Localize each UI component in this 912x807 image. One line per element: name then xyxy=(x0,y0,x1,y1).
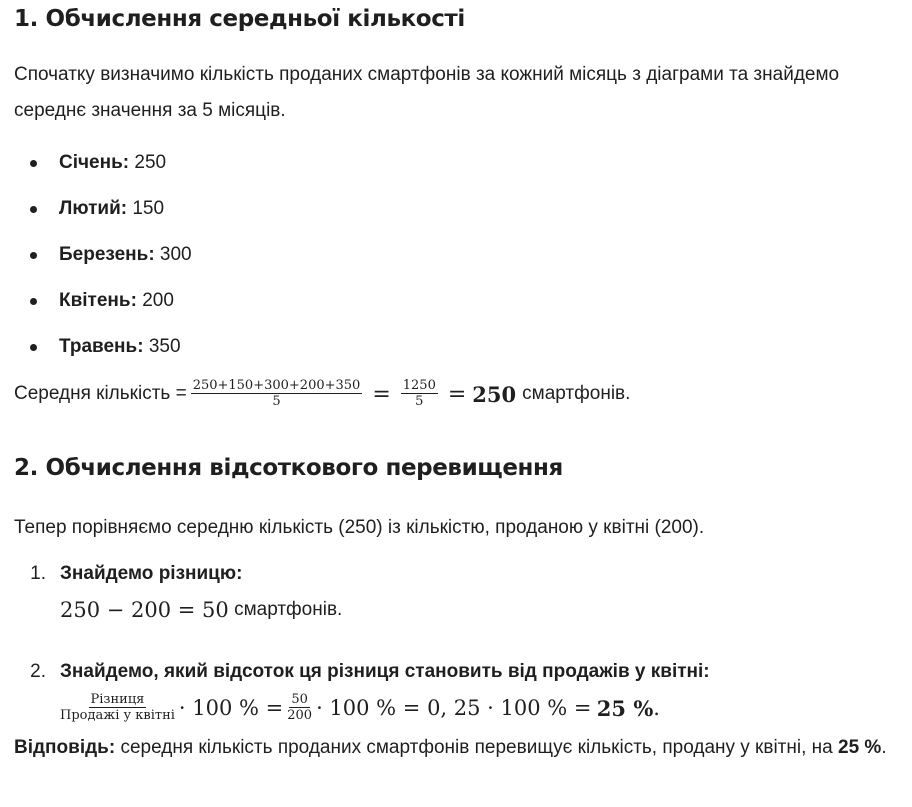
bullet-icon xyxy=(30,344,37,351)
section-1-title: 1. Обчислення середньої кількості xyxy=(14,6,465,32)
average-result: 250 xyxy=(472,381,517,407)
step-item: 1. Знайдемо різницю: 250 − 200 = 50 смартфонів. xyxy=(30,563,343,622)
step-item: 2. Знайдемо, який відсоток ця різниця становить від продажів у квітні: $\frac{\text{Різниця}}{\text{Продажі у квітні}}$ · 100 % = $\frac{50}{200}$ · 100 % = 0, 25 · 100 % = 25 % . xyxy=(30,661,710,723)
bullet-icon xyxy=(30,252,37,259)
section-2-intro: Тепер порівняємо середню кількість (250) із кількістю, проданою у квітні (200). xyxy=(14,517,705,538)
list-item: Травень: 350 xyxy=(14,324,192,370)
fraction-values: $\frac{50}{200}$ xyxy=(287,692,313,723)
bullet-icon xyxy=(30,206,37,213)
average-formula: Середня кількість = $\frac{250+150+300+200+350}{5}$ = $\frac{1250}{5}$ = 250 смартфонів. xyxy=(14,378,631,409)
steps-list xyxy=(14,558,710,728)
list-item: Лютий: 150 xyxy=(14,186,192,232)
section-2-title: 2. Обчислення відсоткового перевищення xyxy=(14,455,563,481)
bullet-icon xyxy=(30,298,37,305)
percent-result: 25 % xyxy=(596,695,654,721)
fraction-ratio: $\frac{\text{Різниця}}{\text{Продажі у квітні}}$ xyxy=(60,692,175,723)
final-answer: Відповідь: середня кількість проданих смартфонів перевищує кількість, продану у квітні, на 25 %. xyxy=(14,737,887,758)
list-item: Січень: 250 xyxy=(14,140,192,186)
fraction-sum: $\frac{250+150+300+200+350}{5}$ xyxy=(192,378,361,409)
months-list xyxy=(14,140,192,370)
list-item: Березень: 300 xyxy=(14,232,192,278)
bullet-icon xyxy=(30,160,37,167)
list-item: Квітень: 200 xyxy=(14,278,192,324)
fraction-total: $\frac{1250}{5}$ xyxy=(402,378,436,409)
section-1-intro: Спочатку визначимо кількість проданих смартфонів за кожний місяць з діаграми та знайдемо середнє значення за 5 місяців. xyxy=(14,64,840,121)
